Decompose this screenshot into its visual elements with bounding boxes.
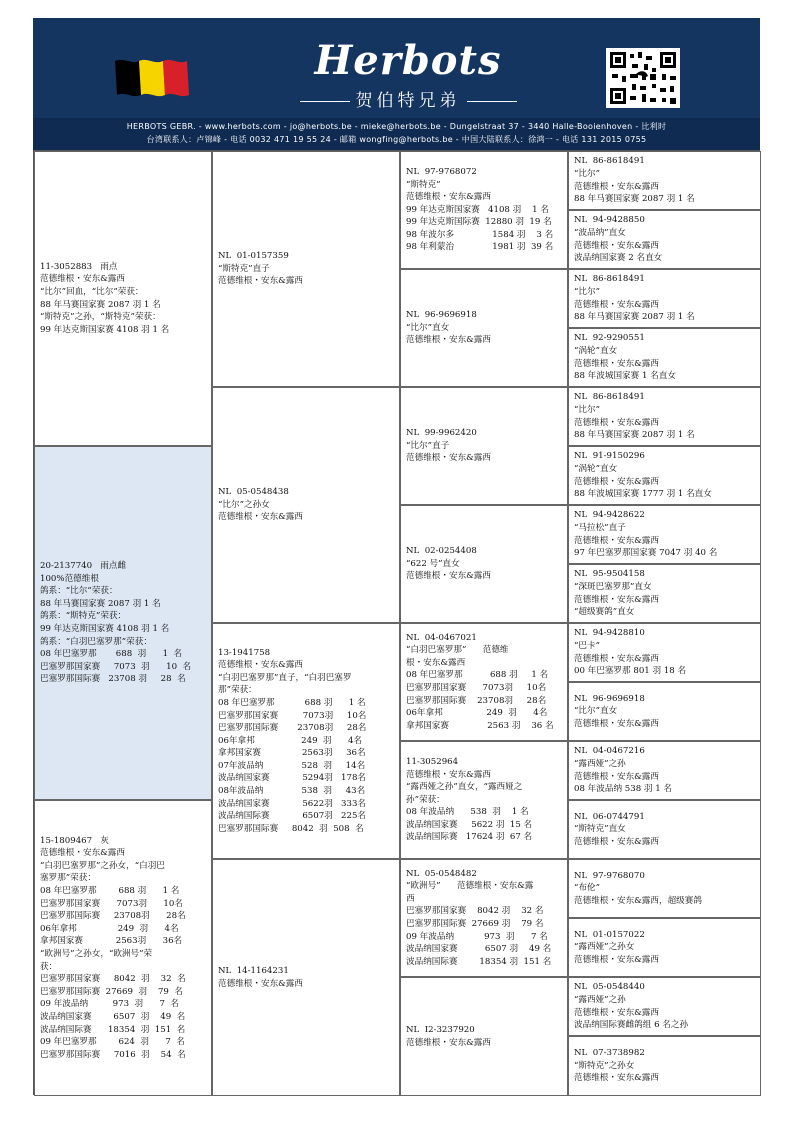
ring-number: NL 86-8618491 <box>574 274 645 285</box>
pedigree-cell-gen4 <box>568 328 761 387</box>
pedigree-line: 08 年巴塞罗那 688 羽 1 名 <box>218 697 366 708</box>
pedigree-line: 根・安东&露西 <box>406 657 466 668</box>
pedigree-line: 范德维根・安东&露西 <box>406 769 491 780</box>
ring-number: NL 97-9768070 <box>574 870 645 881</box>
ring-number: NL 14-1164231 <box>218 965 289 976</box>
pedigree-cell-gen1 <box>34 446 212 800</box>
pedigree-line: 范德维根・安东&露西 <box>218 660 303 671</box>
pedigree-cell-gen4 <box>568 151 761 210</box>
pedigree-line: “巴卡” <box>574 640 600 651</box>
pedigree-line: 巴塞罗那国家赛 7073 羽 10 名 <box>40 661 192 672</box>
ring-number: NL 95-9504158 <box>574 569 645 580</box>
ring-number: NL 01-0157022 <box>574 929 645 940</box>
pedigree-table <box>33 150 760 1095</box>
pedigree-cell-gen4 <box>568 210 761 269</box>
pedigree-line: 鸽系：“比尔”荣获： <box>40 586 118 597</box>
pedigree-line: “欧洲号”之孙女，“欧洲号”荣 <box>40 949 153 959</box>
pedigree-cell-gen4 <box>568 269 761 328</box>
pedigree-line: 鸽系：“斯特克”荣获： <box>40 611 127 622</box>
pedigree-line: “斯特克”直子 <box>218 263 270 274</box>
pedigree-line: 范德维根・安东&露西 <box>574 836 659 847</box>
pedigree-line: 99 年达克斯国家赛 4108 羽 1 名 <box>40 624 170 634</box>
pedigree-line: “涡轮”直女 <box>574 345 618 356</box>
pedigree-cell-gen2 <box>212 151 400 387</box>
pedigree-line: 范德维根・安东&露西 <box>574 1007 659 1018</box>
pedigree-line: 09 年巴塞罗那 624 羽 7 名 <box>40 1037 185 1048</box>
pedigree-line: 07年波品纳 528 羽 14名 <box>218 760 366 771</box>
ring-number: NL 94-9428810 <box>574 628 645 639</box>
pedigree-line: “比尔”回血，“比尔”荣获： <box>40 286 144 297</box>
pedigree-cell-gen3 <box>400 505 568 623</box>
pedigree-cell-gen2 <box>212 387 400 623</box>
pedigree-cell-gen4 <box>568 800 761 859</box>
pedigree-line: 波品纳国际赛 18354 羽 151 名 <box>40 1024 186 1035</box>
pedigree-cell-gen4 <box>568 564 761 623</box>
pedigree-cell-gen3 <box>400 623 568 741</box>
pedigree-line: “马拉松”直子 <box>574 522 626 533</box>
pedigree-line: 06年拿邦 249 羽 4名 <box>40 923 179 934</box>
pedigree-line: 波品纳国际赛雌鸽组 6 名之孙 <box>574 1020 689 1031</box>
pedigree-line: 拿邦国家赛 2563 羽 36 名 <box>406 720 554 731</box>
pedigree-line: 巴塞罗那国家赛 8042 羽 32 名 <box>40 974 186 985</box>
pedigree-line: 范德维根・安东&露西 <box>406 335 491 346</box>
pedigree-line: 范德维根・安东&露西 <box>406 1037 491 1048</box>
pedigree-line: 波品纳国家赛 5622羽 333名 <box>218 798 366 809</box>
pedigree-cell-gen3 <box>400 977 568 1096</box>
pedigree-line: 巴塞罗那国际赛 23708羽 28名 <box>40 911 186 922</box>
pedigree-line: 98 年利蒙治 1981 羽 39 名 <box>406 242 554 253</box>
pedigree-line: 08 年波品纳 538 羽 1 名 <box>574 784 673 795</box>
pedigree-line: 波品纳国家赛 5294羽 178名 <box>218 773 366 784</box>
pedigree-line: 波品纳国家赛 6507 羽 49 名 <box>40 1011 186 1022</box>
pedigree-cell-gen4 <box>568 682 761 741</box>
ring-number: NL 05-0548482 <box>406 868 477 879</box>
belgium-flag-icon <box>111 51 191 103</box>
pedigree-line: 98 年波尔多 1584 羽 3 名 <box>406 229 554 240</box>
ring-number: NL 94-9428622 <box>574 510 645 521</box>
ring-number: NL 05-0548440 <box>574 982 645 993</box>
pedigree-cell-gen4 <box>568 387 761 446</box>
pedigree-line: 西 <box>406 893 415 904</box>
pedigree-line: 100%范德维根 <box>40 573 99 584</box>
pedigree-line: 波品纳国际赛 17624 羽 67 名 <box>406 832 533 843</box>
pedigree-line: 鸽系：“白羽巴塞罗那”荣获： <box>40 636 152 647</box>
pedigree-line: “露西娅”之孙 <box>574 994 626 1005</box>
pedigree-cell-gen1 <box>34 151 212 446</box>
pedigree-line: 范德维根・安东&露西 <box>574 594 659 605</box>
brand-name: Herbots <box>314 37 502 84</box>
ring-number: NL 06-0744791 <box>574 811 645 822</box>
pedigree-line: “比尔”直女 <box>406 322 450 333</box>
pedigree-cell-gen3 <box>400 741 568 859</box>
ring-number: NL 91-9150296 <box>574 451 645 462</box>
pedigree-line: 范德维根・安东&露西 <box>406 192 491 203</box>
pedigree-line: 巴塞罗那国际赛 23708 羽 28 名 <box>40 674 186 685</box>
pedigree-line: 范德维根・安东&露西 <box>574 954 659 965</box>
pedigree-cell-gen4 <box>568 859 761 918</box>
pedigree-line: 06年拿邦 249 羽 4名 <box>406 708 548 719</box>
pedigree-line: 获： <box>40 961 58 972</box>
pedigree-line: “比尔”之孙女 <box>218 499 270 510</box>
pedigree-cell-gen4 <box>568 977 761 1036</box>
pedigree-line: “白羽巴塞罗那”直子，“白羽巴塞罗 <box>218 672 352 683</box>
pedigree-line: 孙”荣获： <box>406 794 445 805</box>
pedigree-line: 巴塞罗那国际赛 23708羽 28名 <box>218 723 367 734</box>
pedigree-line: 波品纳国际赛 18354 羽 151 名 <box>406 956 552 967</box>
ring-number: NL 04-0467021 <box>406 632 477 643</box>
header-banner <box>33 18 760 150</box>
pedigree-line: 范德维根・安东&露西 <box>574 1073 659 1084</box>
pedigree-line: 08 年巴塞罗那 688 羽 1 名 <box>406 670 549 681</box>
pedigree-line: 范德维根・安东&露西，超级赛鸽 <box>574 895 702 906</box>
pedigree-line: 巴塞罗那国家赛 8042 羽 32 名 <box>406 906 544 917</box>
ring-number: 20-2137740 雨点雌 <box>40 561 127 572</box>
pedigree-line: “波品纳”直女 <box>574 227 626 238</box>
ring-number: NL 97-9768072 <box>406 166 477 177</box>
ring-number: 11-3052883 雨点 <box>40 261 118 272</box>
contact-line-1: HERBOTS GEBR. - www.herbots.com - jo@herbots.be - mieke@herbots.be - Dungelstraat 37 - 3440 Halle-Booienhoven - 比利时 <box>126 122 667 131</box>
pedigree-cell-gen1 <box>34 800 212 1096</box>
pedigree-line: 06年拿邦 249 羽 4名 <box>218 735 363 746</box>
pedigree-cell-gen3 <box>400 151 568 269</box>
pedigree-line: 巴塞罗那国际赛 7016 羽 54 名 <box>40 1049 186 1060</box>
pedigree-line: 09 年波品纳 973 羽 7 名 <box>406 931 548 942</box>
pedigree-line: 08 年巴塞罗那 688 羽 1 名 <box>40 886 180 897</box>
qr-code-icon <box>606 48 680 108</box>
ring-number: 11-3052964 <box>406 756 459 767</box>
pedigree-line: “比尔” <box>574 404 600 415</box>
pedigree-line: 波品纳国家赛 5622 羽 15 名 <box>406 819 533 830</box>
pedigree-line: 巴塞罗那国际赛 8042 羽 508 名 <box>218 823 364 834</box>
pedigree-line: 范德维根・安东&露西 <box>218 512 303 523</box>
pedigree-line: 塞罗那”荣获： <box>40 873 96 884</box>
pedigree-line: “深斑巴塞罗那”直女 <box>574 581 652 592</box>
pedigree-line: 范德维根・安东&露西 <box>218 276 303 287</box>
pedigree-line: “露西娅之孙”直女，“露西娅之 <box>406 782 523 793</box>
pedigree-line: “露西娅”之孙女 <box>574 942 635 953</box>
pedigree-line: “超级赛鸽”直女 <box>574 607 635 618</box>
pedigree-line: 范德维根・安东&露西 <box>40 274 125 285</box>
ring-number: NL 04-0467216 <box>574 746 645 757</box>
ring-number: NL 07-3738982 <box>574 1048 645 1059</box>
pedigree-line: 88 年马赛国家赛 2087 羽 1 名 <box>40 598 161 609</box>
pedigree-line: “涡轮”直女 <box>574 463 618 474</box>
ring-number: NL 92-9290551 <box>574 333 645 344</box>
brand-logo <box>278 38 538 111</box>
pedigree-line: “622 号”直女 <box>406 558 460 569</box>
ring-number: 15-1809467 灰 <box>40 835 109 846</box>
pedigree-line: 88 年波城国家赛 1 名直女 <box>574 371 676 382</box>
pedigree-line: 范德维根・安东&露西 <box>406 453 491 464</box>
pedigree-line: 范德维根・安东&露西 <box>574 358 659 369</box>
pedigree-cell-gen4 <box>568 1036 761 1096</box>
ring-number: 13-1941758 <box>218 647 271 658</box>
pedigree-line: 97 年巴塞罗那国家赛 7047 羽 40 名 <box>574 548 718 559</box>
pedigree-line: 范德维根・安东&露西 <box>574 181 659 192</box>
pedigree-line: 那”荣获： <box>218 685 257 696</box>
pedigree-line: 范德维根・安东&露西 <box>574 718 659 729</box>
pedigree-line: “斯特克”直女 <box>574 824 626 835</box>
pedigree-line: “比尔” <box>574 286 600 297</box>
contact-line-2: 台湾联系人：卢锦峰 - 电话 0032 471 19 55 24 - 邮箱 wongfing@herbots.be - 中国大陆联系人：徐鸿一 - 电话 131 2015 0755 <box>146 135 647 144</box>
pedigree-cell-gen4 <box>568 446 761 505</box>
pedigree-line: “白羽巴塞罗那” 范德维 <box>406 645 509 656</box>
ring-number: NL 99-9962420 <box>406 428 477 439</box>
pedigree-line: 88 年马赛国家赛 2087 羽 1 名 <box>574 312 695 323</box>
pedigree-line: “斯特克”之孙，“斯特克”荣获： <box>40 312 161 323</box>
pedigree-line: 波品纳国家赛 6507 羽 49 名 <box>406 944 552 955</box>
pedigree-line: 范德维根・安东&露西 <box>574 299 659 310</box>
pedigree-line: 范德维根・安东&露西 <box>406 571 491 582</box>
pedigree-line: 巴塞罗那国家赛 7073羽 10名 <box>218 710 367 721</box>
pedigree-line: 范德维根・安东&露西 <box>574 417 659 428</box>
ring-number: NL 02-0254408 <box>406 546 477 557</box>
pedigree-cell-gen4 <box>568 918 761 977</box>
pedigree-cell-gen3 <box>400 387 568 505</box>
pedigree-line: 88 年波城国家赛 1777 羽 1 名直女 <box>574 489 712 500</box>
pedigree-line: 08年波品纳 538 羽 43名 <box>218 786 366 797</box>
ring-number: NL 01-0157359 <box>218 251 289 262</box>
pedigree-line: 99 年达克斯国际赛 12880 羽 19 名 <box>406 217 552 228</box>
pedigree-cell-gen4 <box>568 741 761 800</box>
pedigree-cell-gen3 <box>400 859 568 977</box>
pedigree-line: 巴塞罗那国际赛 27669 羽 79 名 <box>40 986 183 997</box>
pedigree-cell-gen2 <box>212 859 400 1096</box>
pedigree-line: 拿邦国家赛 2563羽 36名 <box>40 936 183 947</box>
pedigree-line: “斯特克”之孙女 <box>574 1060 635 1071</box>
pedigree-line: 范德维根・安东&露西 <box>574 476 659 487</box>
pedigree-line: 88 年马赛国家赛 2087 羽 1 名 <box>574 194 695 205</box>
pedigree-line: 范德维根・安东&露西 <box>574 771 659 782</box>
ring-number: NL 96-9696918 <box>574 693 645 704</box>
pedigree-line: 范德维根・安东&露西 <box>40 848 125 859</box>
pedigree-cell-gen3 <box>400 269 568 387</box>
pedigree-line: 范德维根・安东&露西 <box>574 240 659 251</box>
pedigree-line: 巴塞罗那国际赛 23708羽 28名 <box>406 695 547 706</box>
pedigree-line: 范德维根・安东&露西 <box>218 978 303 989</box>
pedigree-cell-gen4 <box>568 623 761 682</box>
pedigree-line: 巴塞罗那国际赛 27669 羽 79 名 <box>406 919 544 929</box>
pedigree-line: 巴塞罗那国家赛 7073羽 10名 <box>406 683 547 693</box>
pedigree-line: “比尔”直女 <box>574 706 618 717</box>
pedigree-line: 波品纳国际赛 6507羽 225名 <box>218 811 366 822</box>
pedigree-line: “欧洲号” 范德维根・安东&露 <box>406 881 534 892</box>
pedigree-line: 拿邦国家赛 2563羽 36名 <box>218 748 366 759</box>
pedigree-line: “斯特克” <box>406 179 441 190</box>
pedigree-line: “比尔” <box>574 168 600 179</box>
ring-number: NL 96-9696918 <box>406 310 477 321</box>
pedigree-line: 99 年达克斯国家赛 4108 羽 1 名 <box>406 204 549 215</box>
pedigree-line: 波品纳国家赛 2 名直女 <box>574 253 663 264</box>
ring-number: NL 86-8618491 <box>574 156 645 167</box>
ring-number: NL 86-8618491 <box>574 392 645 403</box>
pedigree-line: 88 年马赛国家赛 2087 羽 1 名 <box>574 430 695 441</box>
pedigree-line: 范德维根・安东&露西 <box>574 535 659 546</box>
brand-name-cn: 贺伯特兄弟 <box>355 91 461 111</box>
pedigree-line: 09 年波品纳 973 羽 7 名 <box>40 999 180 1010</box>
pedigree-line: “比尔”直子 <box>406 440 450 451</box>
pedigree-line: 88 年马赛国家赛 2087 羽 1 名 <box>40 299 161 310</box>
pedigree-cell-gen2 <box>212 623 400 859</box>
ring-number: NL 05-0548438 <box>218 487 289 498</box>
pedigree-line: 00 年巴塞罗那 801 羽 18 名 <box>574 666 687 677</box>
pedigree-cell-gen4 <box>568 505 761 564</box>
pedigree-line: “露西娅”之孙 <box>574 758 626 769</box>
pedigree-line: 08 年波品纳 538 羽 1 名 <box>406 807 529 818</box>
ring-number: NL I2-3237920 <box>406 1024 475 1035</box>
pedigree-line: 巴塞罗那国家赛 7073羽 10名 <box>40 898 183 909</box>
ring-number: NL 94-9428850 <box>574 215 645 226</box>
pedigree-line: “白羽巴塞罗那”之孙女，“白羽巴 <box>40 860 165 871</box>
pedigree-line: 99 年达克斯国家赛 4108 羽 1 名 <box>40 324 170 335</box>
pedigree-line: 范德维根・安东&露西 <box>574 653 659 664</box>
pedigree-line: “布伦” <box>574 883 600 894</box>
pedigree-line: 08 年巴塞罗那 688 羽 1 名 <box>40 649 183 660</box>
